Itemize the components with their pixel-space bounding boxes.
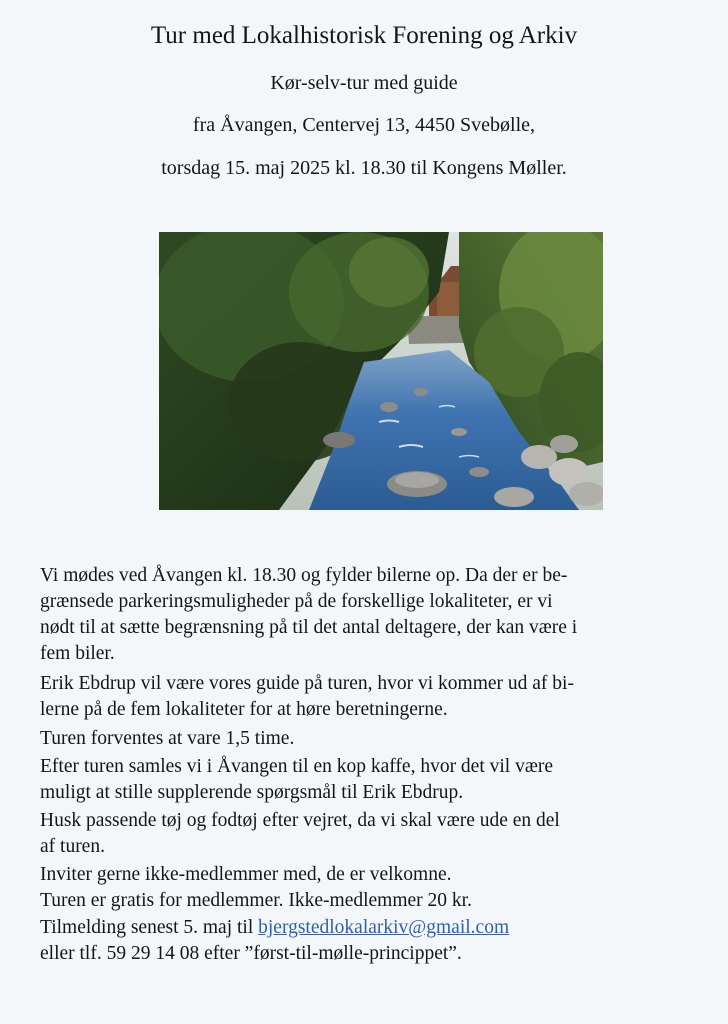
price-text: Turen er gratis for medlemmer. Ikke-medlemmer 20 kr.	[40, 890, 472, 911]
body-text-line: Inviter gerne ikke-medlemmer med, de er velkomne.	[40, 864, 452, 885]
body-text-line: muligt at stille supplerende spørgsmål til Erik Ebdrup.	[40, 782, 464, 803]
body-text-line: af turen.	[40, 836, 105, 857]
body-text-line: Efter turen samles vi i Åvangen til en kop kaffe, hvor det vil være	[40, 756, 553, 777]
body-text-line: Vi mødes ved Åvangen kl. 18.30 og fylder bilerne op. Da der er be-	[40, 565, 568, 586]
registration-line	[40, 916, 708, 941]
body-text-line: Erik Ebdrup vil være vores guide på turen, hvor vi kommer ud af bi-	[40, 673, 574, 694]
subtitle: Kør-selv-tur med guide	[270, 72, 458, 94]
duration-text: Turen forventes at vare 1,5 time.	[40, 728, 295, 749]
body-text-line: lerne på de fem lokaliteter for at høre beretningerne.	[40, 699, 448, 720]
body-text-line: grænsede parkeringsmuligheder på de forskellige lokaliteter, er vi	[40, 591, 553, 612]
body-text-line: nødt til at sætte begrænsning på til det antal deltagere, der kan være i	[40, 617, 578, 638]
river-photo	[159, 232, 603, 510]
registration-text: Tilmelding senest 5. maj til	[40, 917, 259, 938]
phone-line: eller tlf. 59 29 14 08 efter ”først-til-mølle-princippet”.	[40, 943, 462, 964]
page-title: Tur med Lokalhistorisk Forening og Arkiv	[150, 22, 578, 49]
event-datetime: torsdag 15. maj 2025 kl. 18.30 til Kongens Møller.	[161, 157, 567, 179]
meeting-location: fra Åvangen, Centervej 13, 4450 Svebølle,	[192, 114, 536, 136]
email-link[interactable]: bjergstedlokalarkiv@gmail.com	[258, 917, 510, 938]
body-text-line: Husk passende tøj og fodtøj efter vejret, da vi skal være ude en del	[40, 810, 560, 831]
body-text-line: fem biler.	[40, 643, 115, 664]
